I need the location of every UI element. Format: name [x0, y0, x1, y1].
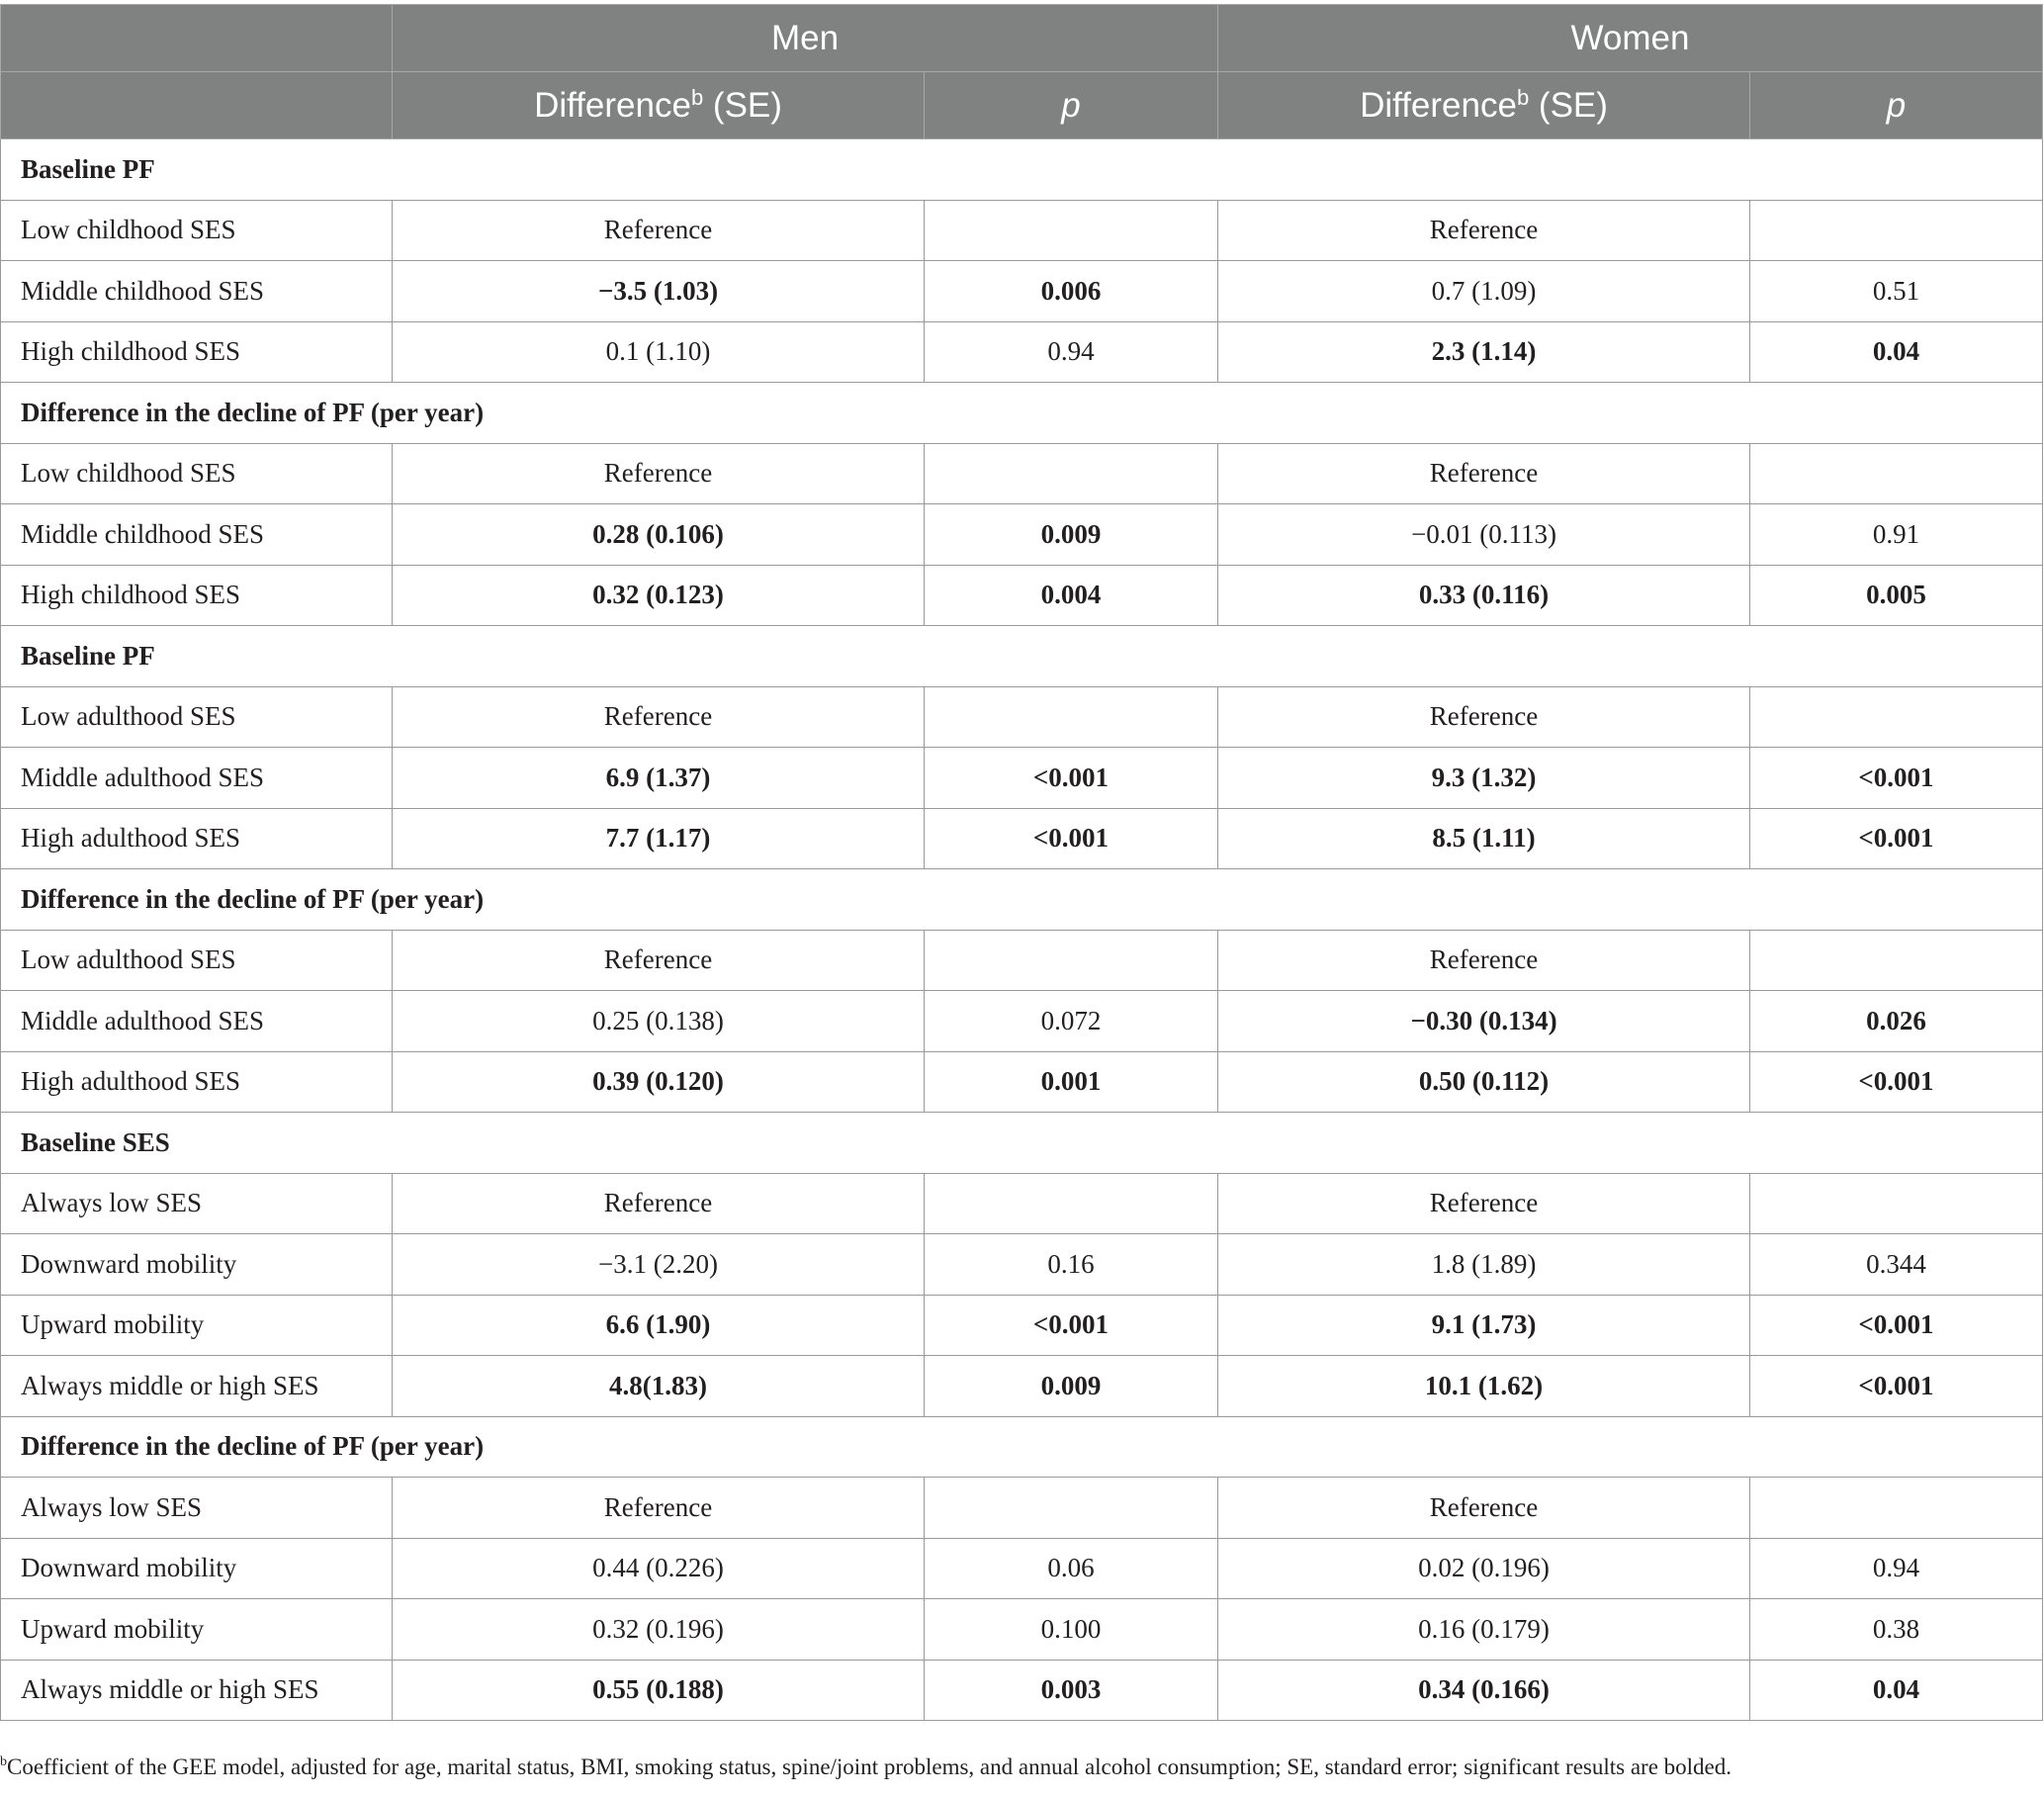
difference-suffix: (SE) — [703, 85, 782, 125]
women-p-cell: 0.005 — [1750, 565, 2043, 626]
section-header-row — [1, 1113, 2043, 1174]
men-difference-cell: 0.25 (0.138) — [393, 991, 925, 1052]
difference-label: Difference — [1360, 85, 1517, 125]
men-p-cell — [925, 1478, 1218, 1539]
men-difference-cell: 7.7 (1.17) — [393, 808, 925, 869]
men-p-cell: 0.006 — [925, 261, 1218, 322]
section-title: Difference in the decline of PF (per year) — [1, 383, 2043, 444]
header-empty-cell — [1, 5, 393, 72]
table-row — [1, 1173, 2043, 1234]
men-difference-cell: 6.6 (1.90) — [393, 1295, 925, 1356]
header-row-columns — [1, 72, 2043, 139]
row-label: Low adulthood SES — [1, 686, 393, 748]
row-label: Always middle or high SES — [1, 1356, 393, 1417]
table-row — [1, 1295, 2043, 1356]
men-difference-cell: 0.32 (0.196) — [393, 1599, 925, 1661]
men-p-cell: 0.16 — [925, 1234, 1218, 1296]
row-label: Middle childhood SES — [1, 261, 393, 322]
row-label: Low adulthood SES — [1, 930, 393, 991]
men-p-cell: 0.004 — [925, 565, 1218, 626]
women-difference-cell: 0.02 (0.196) — [1218, 1538, 1750, 1599]
women-p-cell: 0.04 — [1750, 321, 2043, 383]
women-p-cell: 0.04 — [1750, 1660, 2043, 1721]
women-p-cell: 0.91 — [1750, 504, 2043, 566]
section-title: Difference in the decline of PF (per year) — [1, 1416, 2043, 1478]
row-label: Downward mobility — [1, 1234, 393, 1296]
men-difference-cell: Reference — [393, 1478, 925, 1539]
section-title: Baseline SES — [1, 1113, 2043, 1174]
header-men-difference — [393, 72, 925, 139]
footnote — [0, 1754, 1732, 1780]
men-difference-cell: Reference — [393, 686, 925, 748]
women-difference-cell: Reference — [1218, 200, 1750, 261]
section-header-row — [1, 1416, 2043, 1478]
women-p-cell: 0.51 — [1750, 261, 2043, 322]
men-p-cell: 0.100 — [925, 1599, 1218, 1661]
men-p-cell: 0.003 — [925, 1660, 1218, 1721]
row-label: High childhood SES — [1, 321, 393, 383]
men-p-cell: 0.94 — [925, 321, 1218, 383]
men-difference-cell: 0.55 (0.188) — [393, 1660, 925, 1721]
men-difference-cell: 0.44 (0.226) — [393, 1538, 925, 1599]
women-difference-cell: 0.16 (0.179) — [1218, 1599, 1750, 1661]
row-label: High childhood SES — [1, 565, 393, 626]
header-row-groups — [1, 5, 2043, 72]
results-table — [0, 4, 2043, 1721]
section-title: Difference in the decline of PF (per year) — [1, 869, 2043, 931]
women-difference-cell: Reference — [1218, 1478, 1750, 1539]
row-label: Middle adulthood SES — [1, 748, 393, 809]
header-women-difference — [1218, 72, 1750, 139]
table-row — [1, 1234, 2043, 1296]
men-p-cell: 0.001 — [925, 1051, 1218, 1113]
women-difference-cell: −0.01 (0.113) — [1218, 504, 1750, 566]
table-row — [1, 808, 2043, 869]
table-row — [1, 321, 2043, 383]
women-p-cell — [1750, 200, 2043, 261]
header-men: Men — [393, 5, 1218, 72]
table-row — [1, 1538, 2043, 1599]
women-difference-cell: 0.33 (0.116) — [1218, 565, 1750, 626]
women-p-cell: <0.001 — [1750, 748, 2043, 809]
difference-suffix: (SE) — [1529, 85, 1608, 125]
women-difference-cell: Reference — [1218, 443, 1750, 504]
table-row — [1, 1660, 2043, 1721]
row-label: Always middle or high SES — [1, 1660, 393, 1721]
men-difference-cell: 0.28 (0.106) — [393, 504, 925, 566]
row-label: Always low SES — [1, 1478, 393, 1539]
women-p-cell: 0.026 — [1750, 991, 2043, 1052]
men-p-cell: 0.072 — [925, 991, 1218, 1052]
women-p-cell — [1750, 1478, 2043, 1539]
section-header-row — [1, 383, 2043, 444]
women-p-cell: <0.001 — [1750, 1356, 2043, 1417]
footnote-marker: b — [0, 1754, 7, 1769]
table-row — [1, 991, 2043, 1052]
women-p-cell: 0.344 — [1750, 1234, 2043, 1296]
table-row — [1, 261, 2043, 322]
section-header-row — [1, 139, 2043, 201]
men-difference-cell: 0.39 (0.120) — [393, 1051, 925, 1113]
section-title: Baseline PF — [1, 139, 2043, 201]
men-difference-cell: Reference — [393, 930, 925, 991]
men-p-cell — [925, 930, 1218, 991]
men-p-cell: 0.06 — [925, 1538, 1218, 1599]
difference-sup: b — [690, 84, 704, 110]
women-p-cell — [1750, 686, 2043, 748]
women-difference-cell: 10.1 (1.62) — [1218, 1356, 1750, 1417]
men-p-cell — [925, 1173, 1218, 1234]
men-p-cell: <0.001 — [925, 808, 1218, 869]
table-row — [1, 1478, 2043, 1539]
section-title: Baseline PF — [1, 626, 2043, 687]
men-p-cell: 0.009 — [925, 1356, 1218, 1417]
women-difference-cell: 9.1 (1.73) — [1218, 1295, 1750, 1356]
table-row — [1, 504, 2043, 566]
women-p-cell: <0.001 — [1750, 1051, 2043, 1113]
women-difference-cell: 9.3 (1.32) — [1218, 748, 1750, 809]
table-row — [1, 930, 2043, 991]
men-p-cell — [925, 200, 1218, 261]
header-women-p: p — [1750, 72, 2043, 139]
row-label: Upward mobility — [1, 1599, 393, 1661]
table-row — [1, 1599, 2043, 1661]
row-label: Low childhood SES — [1, 200, 393, 261]
women-p-cell — [1750, 930, 2043, 991]
women-difference-cell: 8.5 (1.11) — [1218, 808, 1750, 869]
women-difference-cell: Reference — [1218, 1173, 1750, 1234]
women-difference-cell: 2.3 (1.14) — [1218, 321, 1750, 383]
women-difference-cell: 0.34 (0.166) — [1218, 1660, 1750, 1721]
table-row — [1, 1356, 2043, 1417]
men-p-cell — [925, 443, 1218, 504]
women-p-cell: 0.94 — [1750, 1538, 2043, 1599]
table-row — [1, 200, 2043, 261]
difference-sup: b — [1516, 84, 1530, 110]
men-p-cell: <0.001 — [925, 1295, 1218, 1356]
header-women: Women — [1218, 5, 2043, 72]
women-p-cell: <0.001 — [1750, 808, 2043, 869]
table-header — [1, 5, 2043, 139]
men-difference-cell: −3.5 (1.03) — [393, 261, 925, 322]
women-p-cell: 0.38 — [1750, 1599, 2043, 1661]
table-row — [1, 443, 2043, 504]
women-difference-cell: Reference — [1218, 686, 1750, 748]
footnote-text: Coefficient of the GEE model, adjusted for age, marital status, BMI, smoking status, spine/joint problems, and annual alcohol consumption; SE, standard error; significant results are bolded. — [7, 1754, 1733, 1779]
row-label: Downward mobility — [1, 1538, 393, 1599]
header-empty-cell-2 — [1, 72, 393, 139]
header-men-p: p — [925, 72, 1218, 139]
women-difference-cell: 1.8 (1.89) — [1218, 1234, 1750, 1296]
table-row — [1, 748, 2043, 809]
women-difference-cell: 0.7 (1.09) — [1218, 261, 1750, 322]
men-difference-cell: Reference — [393, 200, 925, 261]
row-label: Always low SES — [1, 1173, 393, 1234]
men-difference-cell: 0.32 (0.123) — [393, 565, 925, 626]
men-difference-cell: 4.8(1.83) — [393, 1356, 925, 1417]
women-difference-cell: −0.30 (0.134) — [1218, 991, 1750, 1052]
row-label: Upward mobility — [1, 1295, 393, 1356]
men-difference-cell: 6.9 (1.37) — [393, 748, 925, 809]
women-difference-cell: Reference — [1218, 930, 1750, 991]
table-row — [1, 686, 2043, 748]
table-body — [1, 139, 2043, 1721]
row-label: Low childhood SES — [1, 443, 393, 504]
row-label: Middle adulthood SES — [1, 991, 393, 1052]
row-label: Middle childhood SES — [1, 504, 393, 566]
women-p-cell — [1750, 1173, 2043, 1234]
section-header-row — [1, 626, 2043, 687]
difference-label: Difference — [534, 85, 691, 125]
women-p-cell — [1750, 443, 2043, 504]
men-difference-cell: −3.1 (2.20) — [393, 1234, 925, 1296]
men-difference-cell: 0.1 (1.10) — [393, 321, 925, 383]
women-difference-cell: 0.50 (0.112) — [1218, 1051, 1750, 1113]
row-label: High adulthood SES — [1, 808, 393, 869]
men-p-cell: 0.009 — [925, 504, 1218, 566]
row-label: High adulthood SES — [1, 1051, 393, 1113]
table-row — [1, 1051, 2043, 1113]
section-header-row — [1, 869, 2043, 931]
women-p-cell: <0.001 — [1750, 1295, 2043, 1356]
men-p-cell — [925, 686, 1218, 748]
men-difference-cell: Reference — [393, 443, 925, 504]
men-p-cell: <0.001 — [925, 748, 1218, 809]
table-row — [1, 565, 2043, 626]
men-difference-cell: Reference — [393, 1173, 925, 1234]
